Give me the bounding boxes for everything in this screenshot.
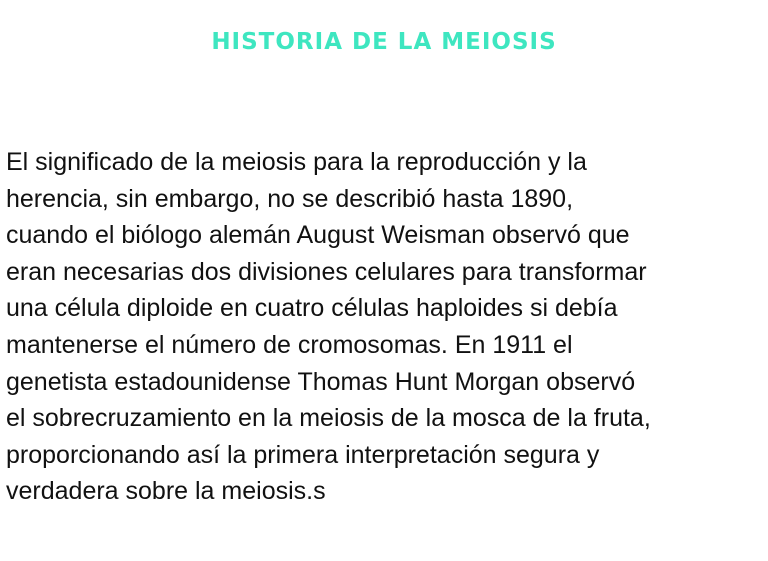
body-line: genetista estadounidense Thomas Hunt Morgan observó (6, 367, 636, 396)
body-line: cuando el biólogo alemán August Weisman observó que (6, 221, 630, 250)
body-line: El significado de la meiosis para la reproducción y la (6, 148, 587, 176)
body-line: herencia, sin embargo, no se describió hasta 1890, (6, 184, 574, 213)
body-line: verdadera sobre la meiosis.s (6, 477, 326, 506)
body-line: proporcionando así la primera interpretación segura y (6, 440, 600, 469)
slide-title: HISTORIA DE LA MEIOSIS (211, 29, 557, 55)
body-line: eran necesarias dos divisiones celulares para transformar (6, 257, 647, 286)
body-line: una célula diploide en cuatro células haploides si debía (6, 294, 618, 323)
body-line: el sobrecruzamiento en la meiosis de la mosca de la fruta, (6, 404, 651, 433)
slide-body-text (6, 144, 764, 510)
body-line: mantenerse el número de cromosomas. En 1911 el (6, 330, 573, 359)
